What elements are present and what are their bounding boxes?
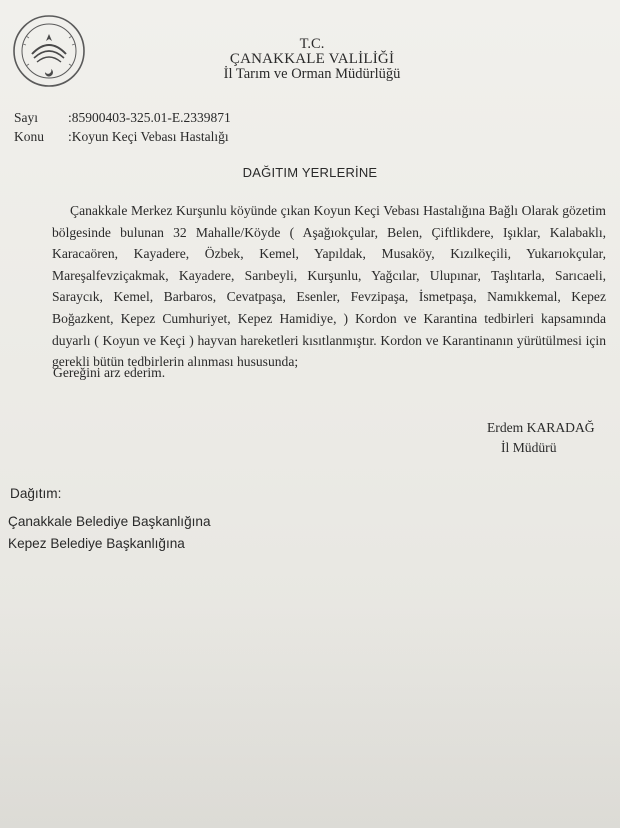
header-tc: T.C. (299, 36, 325, 52)
body-text (52, 200, 606, 373)
distribution-item: Çanakkale Belediye Başkanlığına (8, 514, 211, 529)
signatory-title: İl Müdürü (501, 440, 557, 455)
header-governorship: ÇANAKKALE VALİLİĞİ (229, 51, 395, 67)
sayi-value: :85900403-325.01-E.2339871 (68, 110, 231, 125)
closing-line: Gereğini arz ederim. (53, 365, 166, 380)
distribution-item: Kepez Belediye Başkanlığına (8, 536, 185, 551)
distribution-title: DAĞITIM YERLERİNE (242, 165, 378, 180)
body-paragraph: Çanakkale Merkez Kurşunlu köyünde çıkan Koyun Keçi Vebası Hastalığına Bağlı Olarak gözetim bölgesinde bulunan 32 Mahalle/Köyde ( Aşağıokçular, Belen, Çiftlikdere, Işıklar, Kalabaklı, Karacaören, Kayadere, Özbek, Kemel, Yapıldak, Musaköy, Kızılkeçili, Yukarıokçular, Mareşalfevziçakmak, Kayadere, Sarıbeyli, Kurşunlu, Yağcılar, Ulupınar, Taşlıtarla, Sarıcaeli, Saraycık, Kemel, Barbaros, Cevatpaşa, Esenler, Fevzipaşa, İsmetpaşa, Namıkkemal, Kepez Boğazkent, Kepez Cumhuriyet, Kepez Hamidiye, ) Kordon ve Karantina tedbirleri kapsamında duyarlı ( Koyun ve Keçi ) hayvan hareketleri kısıtlanmıştır. Kordon ve Karantinanın yürütülmesi için gerekli bütün tedbirlerin alınması hususunda; (52, 203, 606, 370)
signature-block (487, 418, 595, 458)
distribution-label: Dağıtım: (10, 486, 62, 501)
konu-label: Konu (14, 129, 44, 144)
signatory-name: Erdem KARADAĞ (487, 420, 595, 435)
page-shadow (0, 600, 620, 828)
header-directorate: İl Tarım ve Orman Müdürlüğü (223, 66, 401, 82)
sayi-label: Sayı (14, 110, 39, 125)
konu-value: :Koyun Keçi Vebası Hastalığı (68, 129, 229, 144)
distribution-list (8, 511, 211, 555)
